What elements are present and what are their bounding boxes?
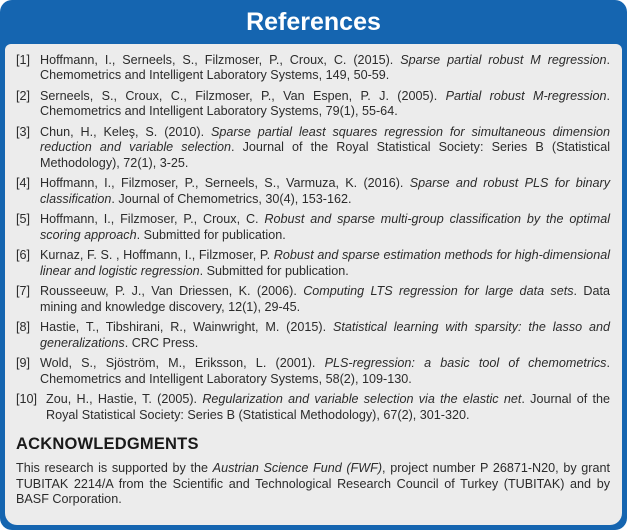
reference-authors: Rousseeuw, P. J., Van Driessen, K. (2006). [40,284,304,299]
reference-number: [4] [16,176,31,191]
references-content [5,44,622,525]
reference-text [40,125,610,171]
reference-title: Computing LTS regression for large data sets [303,284,574,299]
reference-text [40,248,610,279]
acknowledgments-heading: ACKNOWLEDGMENTS [16,435,199,454]
reference-source: . Submitted for publication. [136,227,286,242]
reference-source: . Journal of the Royal Statistical Society: Series B (Statistical Methodology), 67(2), 301-320. [46,392,611,422]
reference-item-2 [16,89,610,120]
reference-item-10 [16,392,610,423]
reference-authors: Kurnaz, F. S. , Hoffmann, I., Filzmoser, P. [40,248,274,263]
reference-source: . Data mining and knowledge discovery, 12(1), 29-45. [40,284,610,314]
reference-title: Statistical learning with sparsity: the lasso and generalizations [40,320,610,350]
reference-source: . Journal of the Royal Statistical Society: Series B (Statistical Methodology), 72(1), 3-25. [40,140,610,170]
reference-source: . Journal of Chemometrics, 30(4), 153-162. [111,191,352,206]
reference-authors: Zou, H., Hastie, T. (2005). [46,392,203,407]
acknowledgments-text-before: This research is supported by the [16,461,213,476]
reference-number: [1] [16,53,31,67]
reference-item-9 [16,356,610,387]
reference-text [40,320,610,351]
reference-list [16,53,610,423]
reference-number: [6] [16,248,31,263]
reference-number: [7] [16,284,31,299]
reference-authors: Hastie, T., Tibshirani, R., Wainwright, M. (2015). [40,320,333,335]
reference-authors: Wold, S., Sjöström, M., Eriksson, L. (2001). [40,356,325,371]
reference-number: [5] [16,212,31,227]
reference-authors: Hoffmann, I., Serneels, S., Filzmoser, P., Croux, C. (2015). [40,53,401,67]
reference-authors: Hoffmann, I., Filzmoser, P., Serneels, S., Varmuza, K. (2016). [40,176,410,191]
reference-text [40,176,610,207]
references-title-bar [5,0,622,44]
reference-text [46,392,610,423]
reference-number: [10] [16,392,38,407]
reference-title: Partial robust M-regression [445,89,607,103]
reference-item-5 [16,212,610,243]
reference-item-7 [16,284,610,315]
reference-authors: Serneels, S., Croux, C., Filzmoser, P., Van Espen, P. J. (2005). [40,89,446,103]
reference-source: . Chemometrics and Intelligent Laboratory Systems, 79(1), 55-64. [40,89,610,119]
reference-title: PLS-regression: a basic tool of chemometrics [324,356,607,371]
reference-title: Robust and sparse multi-group classification by the optimal scoring approach [40,212,611,242]
reference-source: . Submitted for publication. [199,263,349,278]
reference-title: Sparse partial least squares regression for simultaneous dimension reduction and variable selection [40,125,610,155]
reference-source: . Chemometrics and Intelligent Laboratory Systems, 58(2), 109-130. [40,356,610,386]
reference-title: Sparse and robust PLS for binary classification [40,176,611,206]
acknowledgments-text [16,461,610,507]
reference-text [40,89,610,120]
reference-item-8 [16,320,610,351]
reference-title: Regularization and variable selection via the elastic net [202,392,522,407]
reference-text [40,284,610,315]
reference-number: [2] [16,89,31,103]
reference-number: [3] [16,125,31,139]
reference-number: [8] [16,320,31,335]
reference-item-4 [16,176,610,207]
acknowledgments-fund-name: Austrian Science Fund (FWF) [212,461,383,476]
reference-item-1 [16,53,610,84]
reference-text [40,212,610,243]
reference-item-3 [16,125,610,171]
reference-authors: Hoffmann, I., Filzmoser, P., Croux, C. [40,212,265,227]
reference-number: [9] [16,356,31,371]
reference-title: Robust and sparse estimation methods for high-dimensional linear and logistic regression [40,248,610,278]
reference-text [40,356,610,387]
reference-source: . CRC Press. [124,335,199,350]
reference-authors: Chun, H., Keleş, S. (2010). [40,125,211,139]
reference-item-6 [16,248,610,279]
acknowledgments-text-after: , project number P 26871-N20, by grant TUBITAK 2214/A from the Scientific and Technological Research Council of Turkey (TUBITAK) and by BASF Corporation. [16,461,610,507]
reference-source: . Chemometrics and Intelligent Laboratory Systems, 149, 50-59. [40,53,610,83]
references-title: References [246,7,381,36]
reference-title: Sparse partial robust M regression [400,53,607,67]
reference-text [40,53,610,84]
